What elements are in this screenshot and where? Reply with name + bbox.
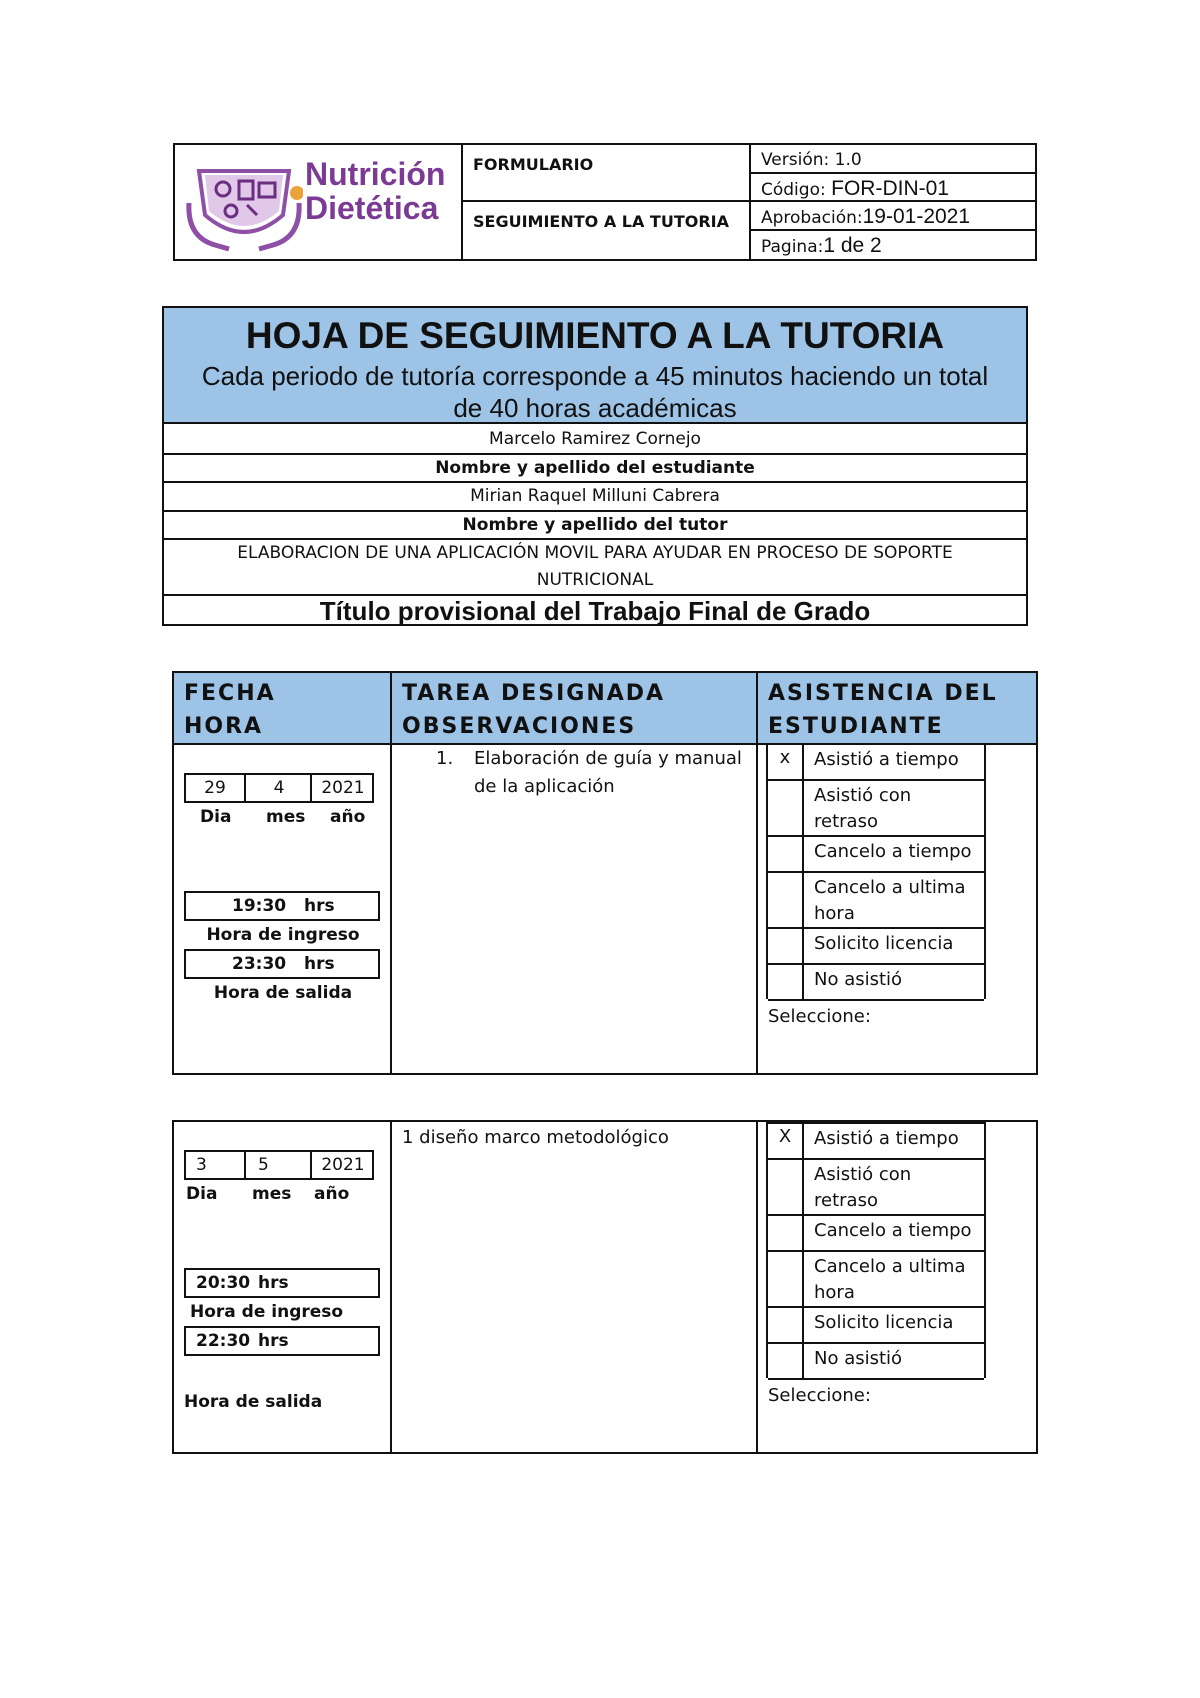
attendance-checkbox[interactable] [768,929,804,963]
time-out-value: 23:30 [232,954,287,974]
pagina-label: Pagina: [761,236,824,257]
day-value: 3 [186,1152,246,1178]
hora-salida-label: Hora de salida [184,1392,323,1412]
attendance-column [758,673,1036,1073]
option-label: Asistió a tiempo [814,749,959,770]
attendance-column [758,1122,1036,1452]
codigo-value: FOR-DIN-01 [831,176,949,200]
anio-label: año [330,807,366,827]
header-observaciones: OBSERVACIONES [402,714,637,739]
title-block [162,306,1028,626]
time-in-box [184,891,380,921]
header-tarea: TAREA DESIGNADA [402,681,666,706]
option-label: No asistió [814,969,903,990]
option-label: Cancelo a ultima hora [814,1256,966,1303]
task-column [392,1122,758,1452]
dia-label: Dia [200,807,232,827]
attendance-option[interactable] [768,1216,984,1252]
column-header-fecha [174,673,390,745]
mes-label: mes [252,1184,292,1204]
logo-line-2: Dietética [305,190,439,226]
aprobacion-label: Aprobación: [761,208,863,228]
attendance-option[interactable] [768,1124,984,1160]
attendance-checkbox[interactable] [768,1252,804,1306]
header-asistencia: ASISTENCIA DEL [768,681,998,706]
month-value: 4 [248,775,312,801]
aprobacion-row [751,202,1035,231]
task-column [392,673,758,1073]
logo-line-1: Nutrición [305,156,446,192]
header-estudiante: ESTUDIANTE [768,714,944,739]
option-label: Cancelo a ultima hora [814,877,966,924]
title-block-header [164,308,1026,424]
option-label: Asistió con retraso [814,1164,912,1211]
attendance-checkbox[interactable] [768,1216,804,1250]
column-header-asistencia [758,673,1036,745]
hora-salida-label: Hora de salida [213,983,353,1003]
attendance-option[interactable] [768,1308,984,1344]
codigo-label: Código: [761,179,826,200]
date-column [174,673,392,1073]
hora-ingreso-label: Hora de ingreso [206,925,360,945]
time-out-value: 22:30 [196,1331,251,1351]
attendance-option[interactable] [768,1252,984,1308]
month-value: 5 [248,1152,312,1178]
thesis-label: Título provisional del Trabajo Final de Grado [319,596,871,626]
header-hora: HORA [184,714,264,739]
attendance-checkbox-checked[interactable]: X [768,1124,804,1158]
logo-wordmark [305,157,445,225]
nutrition-logo-icon [185,153,303,253]
tutor-label: Nombre y apellido del tutor [164,512,1026,540]
header-fecha: FECHA [184,681,276,706]
day-value: 29 [186,775,246,801]
form-meta-cell [751,145,1035,259]
option-label: Solicito licencia [814,1312,954,1333]
attendance-checkbox[interactable] [768,1308,804,1342]
year-value: 2021 [321,778,365,798]
attendance-checkbox[interactable] [768,1160,804,1214]
option-label: No asistió [814,1348,903,1369]
tutor-name: Mirian Raquel Milluni Cabrera [164,483,1026,512]
time-in-value: 19:30 [232,896,287,916]
session-table-1 [172,671,1038,1075]
session-table-2 [172,1120,1038,1454]
attendance-options-1 [766,743,986,999]
time-out-unit: hrs [304,954,335,974]
task-text: 1 diseño marco metodológico [402,1127,669,1148]
option-label: Asistió a tiempo [814,1128,959,1149]
time-in-box [184,1268,380,1298]
time-out-box [184,1326,380,1356]
attendance-option[interactable] [768,873,984,929]
time-out-unit: hrs [258,1331,289,1351]
time-in-value: 20:30 [196,1273,251,1293]
time-out-box [184,949,380,979]
page-subtitle: Cada periodo de tutoría corresponde a 45 minutos haciendo un total de 40 horas académicas [201,361,989,423]
attendance-option[interactable] [768,929,984,965]
aprobacion-value: 19-01-2021 [862,205,971,228]
attendance-option[interactable] [768,1160,984,1216]
logo-cell [175,145,463,259]
attendance-option[interactable] [768,745,984,781]
attendance-checkbox[interactable] [768,965,804,999]
version-row [751,145,1035,174]
thesis-title: ELABORACION DE UNA APLICACIÓN MOVIL PARA AYUDAR EN PROCESO DE SOPORTE NUTRICIONAL [164,540,1026,596]
option-label: Solicito licencia [814,933,954,954]
date-box [184,1150,374,1180]
student-label: Nombre y apellido del estudiante [164,455,1026,483]
form-header-table [173,143,1037,261]
task-text: Elaboración de guía y manual de la aplicación [474,748,742,797]
anio-label: año [314,1184,350,1204]
attendance-checkbox[interactable] [768,873,804,927]
attendance-option[interactable] [768,965,984,1001]
form-name-cell [463,145,751,259]
column-header-tarea [392,673,756,745]
page-title: HOJA DE SEGUIMIENTO A LA TUTORIA [245,315,945,356]
year-value: 2021 [321,1155,365,1175]
hora-ingreso-label: Hora de ingreso [190,1302,344,1322]
pagina-row [751,231,1035,260]
attendance-option[interactable] [768,781,984,837]
attendance-checkbox-checked[interactable]: x [768,745,804,779]
date-box [184,773,374,803]
attendance-options-2 [766,1122,986,1378]
seguimiento-label: SEGUIMIENTO A LA TUTORIA [473,212,729,231]
codigo-row [751,174,1035,203]
date-column [174,1122,392,1452]
dia-label: Dia [186,1184,218,1204]
option-label: Asistió con retraso [814,785,912,832]
time-in-unit: hrs [304,896,335,916]
version-label: Versión: [761,150,830,170]
seleccione-label: Seleccione: [768,1385,871,1406]
attendance-option[interactable] [768,1344,984,1380]
task-number: 1. [436,748,454,769]
attendance-checkbox[interactable] [768,781,804,835]
student-name: Marcelo Ramirez Cornejo [164,426,1026,455]
formulario-label: FORMULARIO [463,145,749,202]
attendance-checkbox[interactable] [768,837,804,871]
option-label: Cancelo a tiempo [814,1220,972,1241]
seleccione-label: Seleccione: [768,1006,871,1027]
time-in-unit: hrs [258,1273,289,1293]
attendance-option[interactable] [768,837,984,873]
mes-label: mes [266,807,306,827]
version-value: 1.0 [834,150,862,170]
option-label: Cancelo a tiempo [814,841,972,862]
attendance-checkbox[interactable] [768,1344,804,1378]
pagina-value: 1 de 2 [823,233,882,257]
